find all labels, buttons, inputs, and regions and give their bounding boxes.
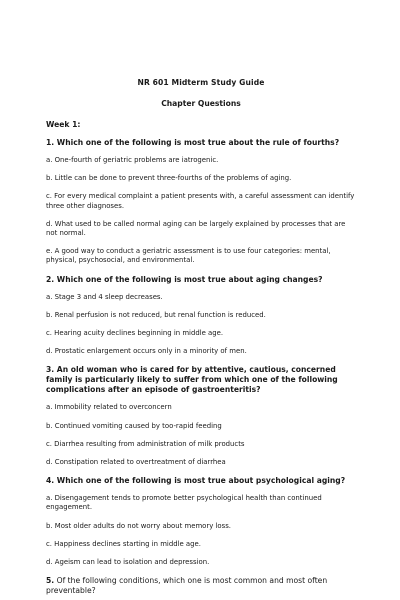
question-2-option-c: c. Hearing acuity declines beginning in middle age. [46, 329, 224, 338]
question-5-number: 5. [46, 576, 55, 586]
question-2-option-d: d. Prostatic enlargement occurs only in a minority of men. [46, 347, 247, 356]
question-1-option-d: d. What used to be called normal aging can be largely explained by processes that are not normal. [46, 219, 346, 238]
question-2: 2. Which one of the following is most true about aging changes? [46, 274, 323, 284]
question-3-option-a: a. Immobility related to overconcern [46, 403, 172, 412]
question-5 [46, 576, 356, 596]
question-3-option-b: b. Continued vomiting caused by too-rapid feeding [46, 421, 222, 430]
page-subtitle: Chapter Questions [161, 99, 241, 108]
question-1: 1. Which one of the following is most true about the rule of fourths? [46, 138, 340, 147]
question-4-option-c: c. Happiness declines starting in middle age. [46, 539, 201, 548]
question-1-option-c: c. For every medical complaint a patient presents with, a careful assessment can identify three other diagnoses. [46, 192, 355, 210]
question-1-option-a: a. One-fourth of geriatric problems are iatrogenic. [46, 156, 219, 164]
week-heading: Week 1: [46, 120, 81, 129]
question-1-option-e: e. A good way to conduct a geriatric assessment is to use four categories: mental, physical, psychosocial, and environmental. [46, 247, 331, 265]
question-4-option-b: b. Most older adults do not worry about memory loss. [46, 521, 231, 530]
question-4-option-d: d. Ageism can lead to isolation and depression. [46, 558, 210, 567]
question-4: 4. Which one of the following is most true about psychological aging? [46, 476, 346, 486]
question-3: 3. An old woman who is cared for by attentive, cautious, concerned family is particularly likely to suffer from which one of the following complications after an episode of gastroenteritis? [46, 365, 338, 395]
question-5-prompt: Of the following conditions, which one is most common and most often preventable? [46, 576, 328, 596]
question-4-option-a: a. Disengagement tends to promote better psychological health than continued engagement. [46, 494, 322, 512]
question-3-option-c: c. Diarrhea resulting from administration of milk products [46, 439, 245, 448]
question-2-option-b: b. Renal perfusion is not reduced, but renal function is reduced. [46, 310, 266, 319]
question-1-option-b: b. Little can be done to prevent three-fourths of the problems of aging. [46, 174, 292, 183]
question-2-option-a: a. Stage 3 and 4 sleep decreases. [46, 292, 163, 301]
question-3-option-d: d. Constipation related to overtreatment of diarrhea [46, 458, 226, 467]
page-title: NR 601 Midterm Study Guide [137, 78, 265, 87]
